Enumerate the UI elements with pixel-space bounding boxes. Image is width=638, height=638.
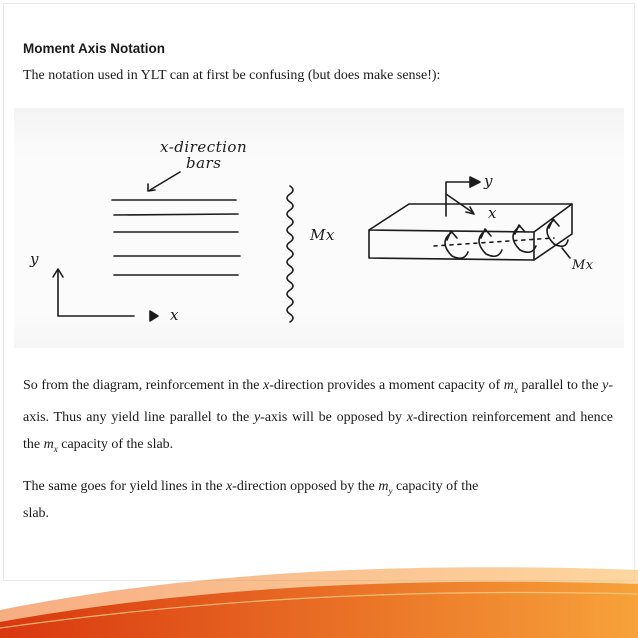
- moment-axis-dashed: [434, 238, 554, 246]
- intro-text: The notation used in YLT can at first be confusing (but does make sense!):: [23, 68, 441, 83]
- swoosh-front: [0, 582, 638, 638]
- italic-run: m: [503, 378, 514, 393]
- italic-run: m: [43, 436, 54, 452]
- subscript-run: x: [53, 443, 58, 454]
- subscript-run: y: [388, 485, 393, 496]
- text-run: -direction reinforcement and hence the: [23, 409, 614, 452]
- italic-run: x: [263, 378, 270, 393]
- mx-label-right: Mx: [572, 258, 594, 273]
- page-title: Moment Axis Notation: [23, 41, 166, 56]
- text-run: capacity of the slab.: [57, 436, 174, 452]
- slab-side-face: [534, 204, 572, 260]
- bars-label-line2: bars: [186, 154, 222, 172]
- italic-run: x: [225, 479, 233, 494]
- text-run: slab.: [23, 506, 50, 521]
- italic-run: y: [253, 409, 261, 425]
- moment-arrowhead: [447, 231, 457, 240]
- text-run: capacity of the: [392, 479, 479, 494]
- bars-label-line1: x-direction: [160, 138, 248, 156]
- text-run: -axis. Thus any yield line parallel to the: [23, 378, 614, 425]
- text-run: parallel to the: [517, 378, 603, 393]
- local-x-label: x: [488, 204, 497, 222]
- x-axis-label: x: [170, 306, 179, 324]
- bar-line: [114, 214, 238, 215]
- text-run: -direction opposed by the: [232, 479, 379, 494]
- mx-leader: [562, 248, 570, 258]
- x-axis-arrow: [150, 311, 158, 321]
- bars-pointer-line: [150, 172, 180, 190]
- local-y-arrow: [470, 177, 480, 187]
- local-x-axis: [446, 194, 472, 212]
- mx-label-middle: Mx: [310, 226, 335, 244]
- paragraph-1: [23, 372, 613, 463]
- decorative-swoosh: [0, 548, 638, 638]
- italic-run: y: [602, 378, 609, 393]
- yield-line-squiggle: [287, 186, 293, 322]
- text-run: -axis will be opposed by: [260, 409, 407, 425]
- moment-arrowhead: [481, 229, 491, 238]
- text-run: The same goes for yield lines in the: [23, 479, 226, 494]
- italic-run: m: [378, 479, 389, 494]
- hand-drawn-diagram: [14, 108, 624, 348]
- subscript-run: x: [513, 384, 518, 395]
- paragraph-2-continued: [23, 500, 613, 527]
- local-y-label: y: [484, 172, 493, 190]
- axes-lines: [58, 270, 134, 316]
- text-run: -direction provides a moment capacity of: [269, 378, 504, 393]
- y-axis-label: y: [30, 250, 39, 268]
- text-run: So from the diagram, reinforcement in the: [23, 378, 264, 393]
- italic-run: x: [406, 409, 413, 425]
